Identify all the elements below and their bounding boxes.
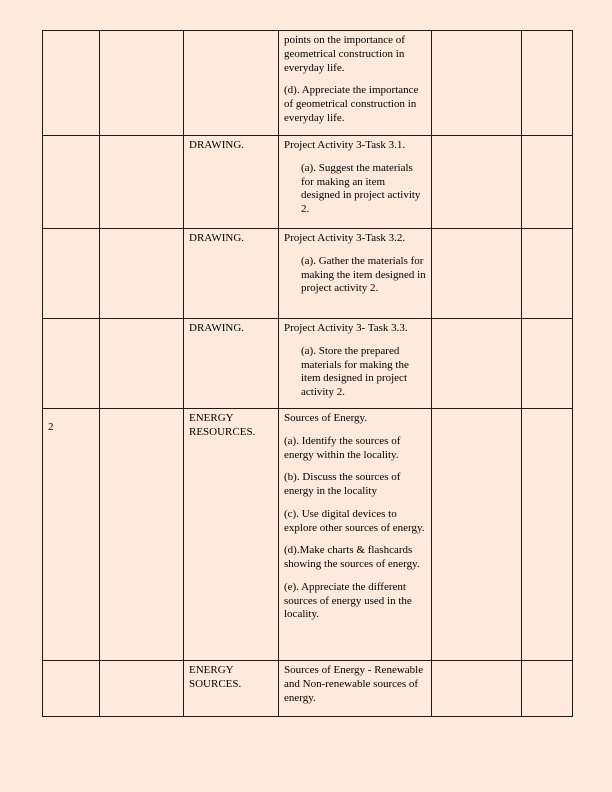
cell-r2-c1 bbox=[43, 229, 100, 319]
cell-r1-c2 bbox=[100, 136, 184, 229]
scheme-of-work-table bbox=[42, 30, 573, 717]
cell-r5-c1 bbox=[43, 661, 100, 717]
paragraph: (d). Appreciate the importance of geometrical construction in everyday life. bbox=[284, 84, 419, 124]
paragraph: (a). Identify the sources of energy within the locality. bbox=[284, 434, 401, 461]
cell-r4-c6 bbox=[522, 409, 573, 661]
cell-r4-week bbox=[43, 409, 100, 661]
paragraph: Project Activity 3-Task 3.2. bbox=[284, 232, 406, 244]
paragraph: Project Activity 3- Task 3.3. bbox=[284, 322, 408, 334]
paragraph: Sources of Energy - Renewable and Non-renewable sources of energy. bbox=[284, 664, 424, 704]
cell-r2-c6 bbox=[522, 229, 573, 319]
cell-r1-c1 bbox=[43, 136, 100, 229]
paragraph: (c). Use digital devices to explore other sources of energy. bbox=[284, 507, 425, 534]
cell-r3-c1 bbox=[43, 319, 100, 409]
cell-r4-content bbox=[279, 409, 432, 661]
paragraph: (b). Discuss the sources of energy in the locality bbox=[284, 471, 401, 497]
cell-r0-c5 bbox=[432, 31, 522, 136]
cell-r3-c6 bbox=[522, 319, 573, 409]
cell-r4-topic bbox=[184, 409, 279, 661]
cell-r1-content bbox=[279, 136, 432, 229]
cell-r1-c6 bbox=[522, 136, 573, 229]
cell-r4-c2 bbox=[100, 409, 184, 661]
cell-r3-c5 bbox=[432, 319, 522, 409]
cell-r1-topic bbox=[184, 136, 279, 229]
table-row bbox=[43, 319, 573, 409]
table-row bbox=[43, 31, 573, 136]
table-row bbox=[43, 409, 573, 661]
cell-r0-c1 bbox=[43, 31, 100, 136]
paragraph: Project Activity 3-Task 3.1. bbox=[284, 139, 406, 151]
week-number: 2 bbox=[48, 421, 54, 433]
topic-label: DRAWING. bbox=[189, 139, 245, 151]
cell-r5-c2 bbox=[100, 661, 184, 717]
paragraph: points on the importance of geometrical construction in everyday life. bbox=[284, 34, 405, 74]
paragraph: (d).Make charts & flashcards showing the sources of energy. bbox=[284, 544, 420, 570]
cell-r3-content bbox=[279, 319, 432, 409]
paragraph: Sources of Energy. bbox=[284, 412, 368, 424]
paragraph: (a). Store the prepared materials for making the item designed in project activity 2. bbox=[301, 344, 409, 398]
table-row bbox=[43, 661, 573, 717]
cell-r5-topic bbox=[184, 661, 279, 717]
cell-r2-topic bbox=[184, 229, 279, 319]
cell-r0-topic bbox=[184, 31, 279, 136]
cell-r1-c5 bbox=[432, 136, 522, 229]
topic-label: ENERGY SOURCES. bbox=[189, 664, 242, 690]
table-row bbox=[43, 229, 573, 319]
paragraph: (e). Appreciate the different sources of energy used in the locality. bbox=[284, 580, 412, 621]
cell-r0-c2 bbox=[100, 31, 184, 136]
topic-label: DRAWING. bbox=[189, 232, 245, 244]
cell-r0-content bbox=[279, 31, 432, 136]
cell-r2-content bbox=[279, 229, 432, 319]
cell-r3-c2 bbox=[100, 319, 184, 409]
cell-r5-content bbox=[279, 661, 432, 717]
paragraph: (a). Gather the materials for making the item designed in project activity 2. bbox=[301, 254, 426, 295]
topic-label: DRAWING. bbox=[189, 322, 245, 334]
topic-label: ENERGY RESOURCES. bbox=[189, 412, 256, 438]
cell-r2-c5 bbox=[432, 229, 522, 319]
cell-r3-topic bbox=[184, 319, 279, 409]
table-row bbox=[43, 136, 573, 229]
cell-r5-c5 bbox=[432, 661, 522, 717]
cell-r5-c6 bbox=[522, 661, 573, 717]
paragraph: (a). Suggest the materials for making an item designed in project activity 2. bbox=[301, 161, 421, 215]
cell-r4-c5 bbox=[432, 409, 522, 661]
cell-r0-c6 bbox=[522, 31, 573, 136]
cell-r2-c2 bbox=[100, 229, 184, 319]
